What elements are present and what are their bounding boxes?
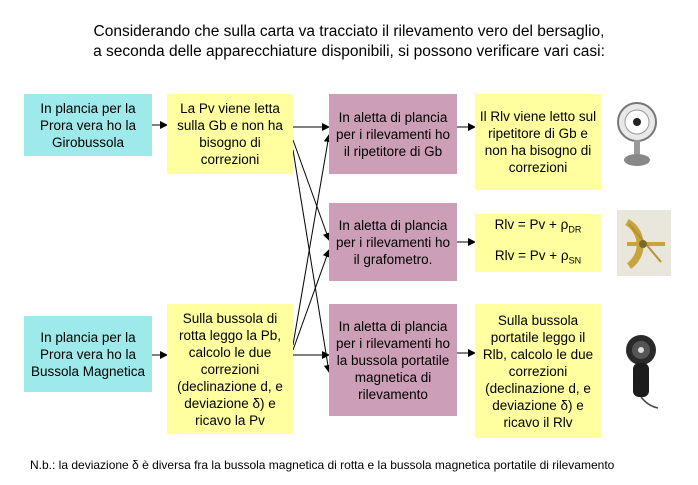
grafometro-icon xyxy=(617,210,671,276)
box-mag-pv: Sulla bussola di rotta leggo la Pb, calcolo le due correzioni (declinazione d, e deviazione δ) e ricavo la Pv xyxy=(167,304,293,434)
formula-sn: Rlv = $Pv + \rho_{SN}$ xyxy=(494,248,582,266)
box-formulas xyxy=(475,214,601,272)
box-rlv-gb: Il Rlv viene letto sul ripetitore di Gb e non ha bisogno di correzioni xyxy=(475,94,601,190)
arrow-gyro-to-wing-grafo xyxy=(293,140,329,240)
title-line-1: Considerando che sulla carta va tracciato il rilevamento vero del bersaglio, xyxy=(93,23,605,40)
gyro-repeater-icon xyxy=(615,100,659,170)
arrow-mag-to-wing-gb xyxy=(293,135,329,345)
title-line-2: a seconda delle apparecchiature disponibili, si possono verificare vari casi: xyxy=(93,43,605,60)
box-rlv-portable: Sulla bussola portatile leggo il Rlb, calcolo le due correzioni (declinazione d, e deviazione δ) e ricavo il Rlv xyxy=(475,304,601,438)
arrow-gyro-to-wing-portable xyxy=(293,150,329,372)
formula-dr: Rlv = $Pv + \rho_{DR}$ xyxy=(494,217,582,235)
box-mag-case: In plancia per la Prora vera ho la Bussola Magnetica xyxy=(24,316,152,392)
box-gyro-case: In plancia per la Prora vera ho la Girobussola xyxy=(24,94,152,156)
footnote: N.b.: la deviazione δ è diversa fra la bussola magnetica di rotta e la bussola magnetica portatile di rilevamento xyxy=(30,458,615,472)
portable-compass-icon xyxy=(618,330,664,412)
box-wing-portable: In aletta di plancia per i rilevamenti ho la bussola portatile magnetica di rilevamento xyxy=(329,304,457,416)
box-gyro-pv: La Pv viene letta sulla Gb e non ha bisogno di correzioni xyxy=(167,94,293,174)
box-wing-grafometro: In aletta di plancia per i rilevamenti ho il grafometro. xyxy=(329,203,457,281)
box-wing-gb: In aletta di plancia per i rilevamenti ho il ripetitore di Gb xyxy=(329,94,457,174)
arrow-mag-to-wing-grafo xyxy=(293,250,329,350)
